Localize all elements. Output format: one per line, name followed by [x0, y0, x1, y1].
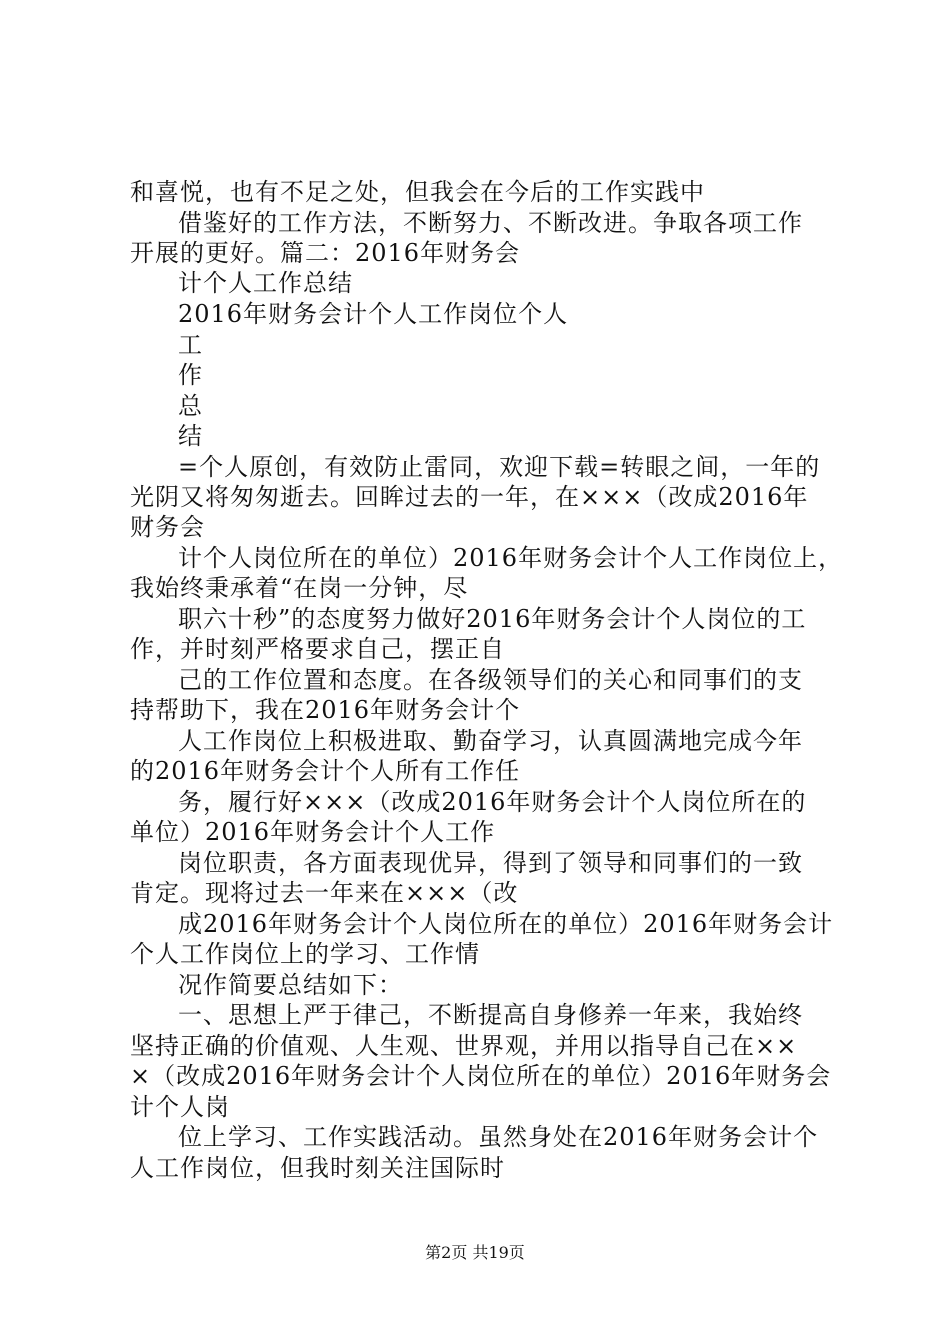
text-line: 计个人岗: [130, 1093, 230, 1121]
text-line: 结: [178, 422, 203, 450]
text-line: =个人原创，有效防止雷同，欢迎下载=转眼之间，一年的: [178, 453, 821, 481]
text-line: 务，履行好×××（改成2016年财务会计个人岗位所在的: [178, 788, 807, 816]
text-line: 己的工作位置和态度。在各级领导们的关心和同事们的支: [178, 666, 803, 694]
text-line: 和喜悦，也有不足之处，但我会在今后的工作实践中: [130, 178, 705, 206]
text-line: 成2016年财务会计个人岗位所在的单位）2016年财务会计: [178, 910, 834, 938]
text-line: 计个人岗位所在的单位）2016年财务会计个人工作岗位上，: [178, 544, 844, 572]
text-line: 单位）2016年财务会计个人工作: [130, 818, 496, 846]
text-line: 2016年财务会计个人工作岗位个人: [178, 300, 569, 328]
text-line: 我始终秉承着“在岗一分钟，尽: [130, 574, 469, 602]
text-line: 坚持正确的价值观、人生观、世界观，并用以指导自己在××: [130, 1032, 798, 1060]
text-line: 个人工作岗位上的学习、工作情: [130, 940, 480, 968]
text-line: 工: [178, 331, 203, 359]
text-line: 肯定。现将过去一年来在×××（改: [130, 879, 519, 907]
page-footer: 第2页 共19页: [425, 1243, 525, 1262]
text-line: 借鉴好的工作方法，不断努力、不断改进。争取各项工作: [178, 209, 803, 237]
text-line: ×（改成2016年财务会计个人岗位所在的单位）2016年财务会: [130, 1062, 832, 1090]
text-line: 持帮助下，我在2016年财务会计个: [130, 696, 521, 724]
text-line: 光阴又将匆匆逝去。回眸过去的一年，在×××（改成2016年: [130, 483, 809, 511]
text-line: 职六十秒”的态度努力做好2016年财务会计个人岗位的工: [178, 605, 807, 633]
text-line: 财务会: [130, 513, 205, 541]
text-line: 作，并时刻严格要求自己，摆正自: [130, 635, 505, 663]
text-line: 一、思想上严于律己，不断提高自身修养一年来，我始终: [178, 1001, 803, 1029]
text-line: 总: [178, 392, 203, 420]
text-line: 计个人工作总结: [178, 269, 353, 297]
text-line: 位上学习、工作实践活动。虽然身处在2016年财务会计个: [178, 1123, 819, 1151]
text-line: 岗位职责，各方面表现优异，得到了领导和同事们的一致: [178, 849, 803, 877]
text-line: 开展的更好。篇二：2016年财务会: [130, 239, 521, 267]
text-line: 的2016年财务会计个人所有工作任: [130, 757, 521, 785]
text-line: 人工作岗位上积极进取、勤奋学习，认真圆满地完成今年: [178, 727, 803, 755]
text-line: 人工作岗位，但我时刻关注国际时: [130, 1154, 505, 1182]
text-line: 作: [178, 361, 203, 389]
text-line: 况作简要总结如下：: [178, 971, 403, 999]
